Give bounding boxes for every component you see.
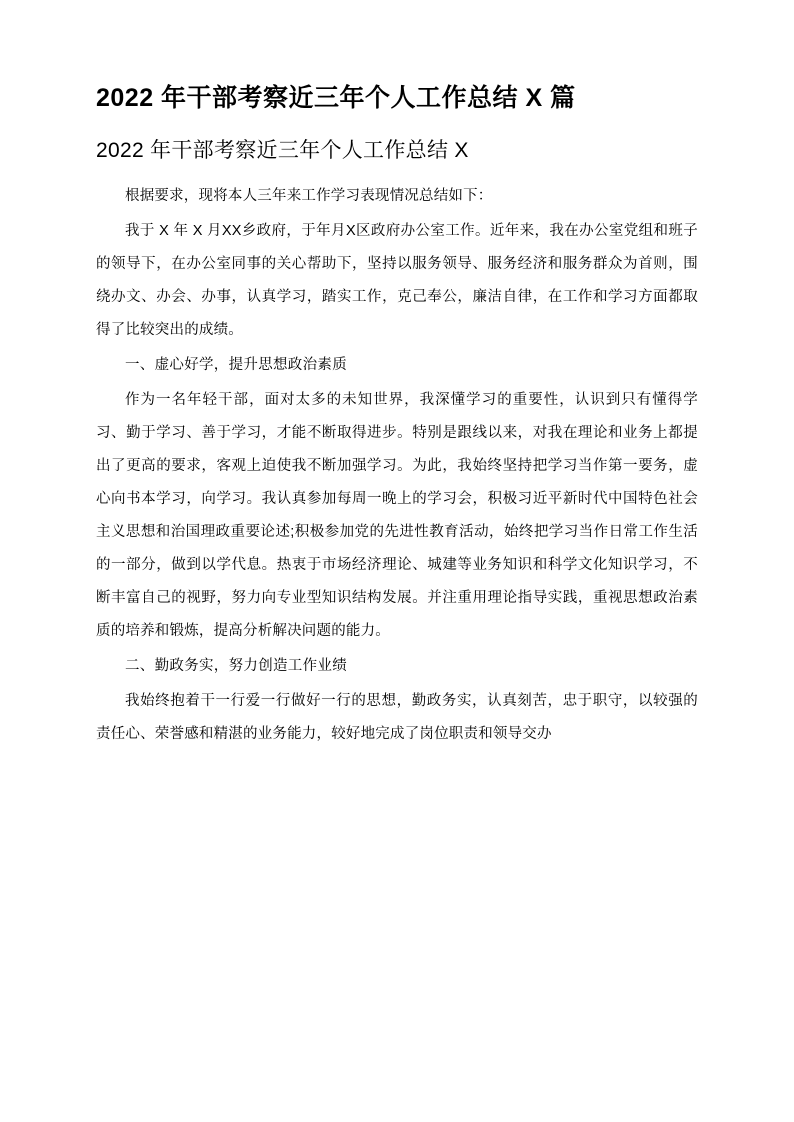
paragraph-intro: 根据要求，现将本人三年来工作学习表现情况总结如下： — [125, 188, 493, 204]
page-title: 2022 年干部考察近三年个人工作总结 X 篇 — [96, 84, 576, 112]
document-subtitle: 2022 年干部考察近三年个人工作总结 X — [96, 139, 469, 162]
section-heading-one: 一、虚心好学，提升思想政治素质 — [125, 357, 347, 373]
paragraph-section-two-body: 我始终抱着干一行爱一行做好一行的思想，勤政务实，认真刻苦，忠于职守，以较强的责任心、荣誉感和精湛的业务能力，较好地完成了岗位职责和领导交办 — [96, 693, 698, 742]
paragraph-section-one-body: 作为一名年轻干部，面对太多的未知世界，我深懂学习的重要性，认识到只有懂得学习、勤于学习、善于学习，才能不断取得进步。特别是跟线以来，对我在理论和业务上都提出了更高的要求，客观上迫使我不断加强学习。为此，我始终坚持把学习当作第一要务，虚心向书本学习，向学习。我认真参加每周一晚上的学习会，积极习近平新时代中国特色社会主义思想和治国理政重要论述;积极参加党的先进性教育活动，始终把学习当作日常工作生活的一部分，做到以学代息。热衷于市场经济理论、城建等业务知识和科学文化知识学习，不断丰富自己的视野，努力向专业型知识结构发展。并注重用理论指导实践，重视思想政治素质的培养和锻炼，提高分析解决问题的能力。 — [96, 392, 698, 639]
section-heading-two: 二、勤政务实，努力创造工作业绩 — [125, 658, 347, 674]
paragraph-background: 我于 X 年 X 月XX乡政府，于年月X区政府办公室工作。近年来，我在办公室党组和班子的领导下，在办公室同事的关心帮助下，坚持以服务领导、服务经济和服务群众为首则，围绕办文、办会、办事，认真学习，踏实工作，克己奉公，廉洁自律，在工作和学习方面都取得了比较突出的成绩。 — [96, 223, 698, 338]
